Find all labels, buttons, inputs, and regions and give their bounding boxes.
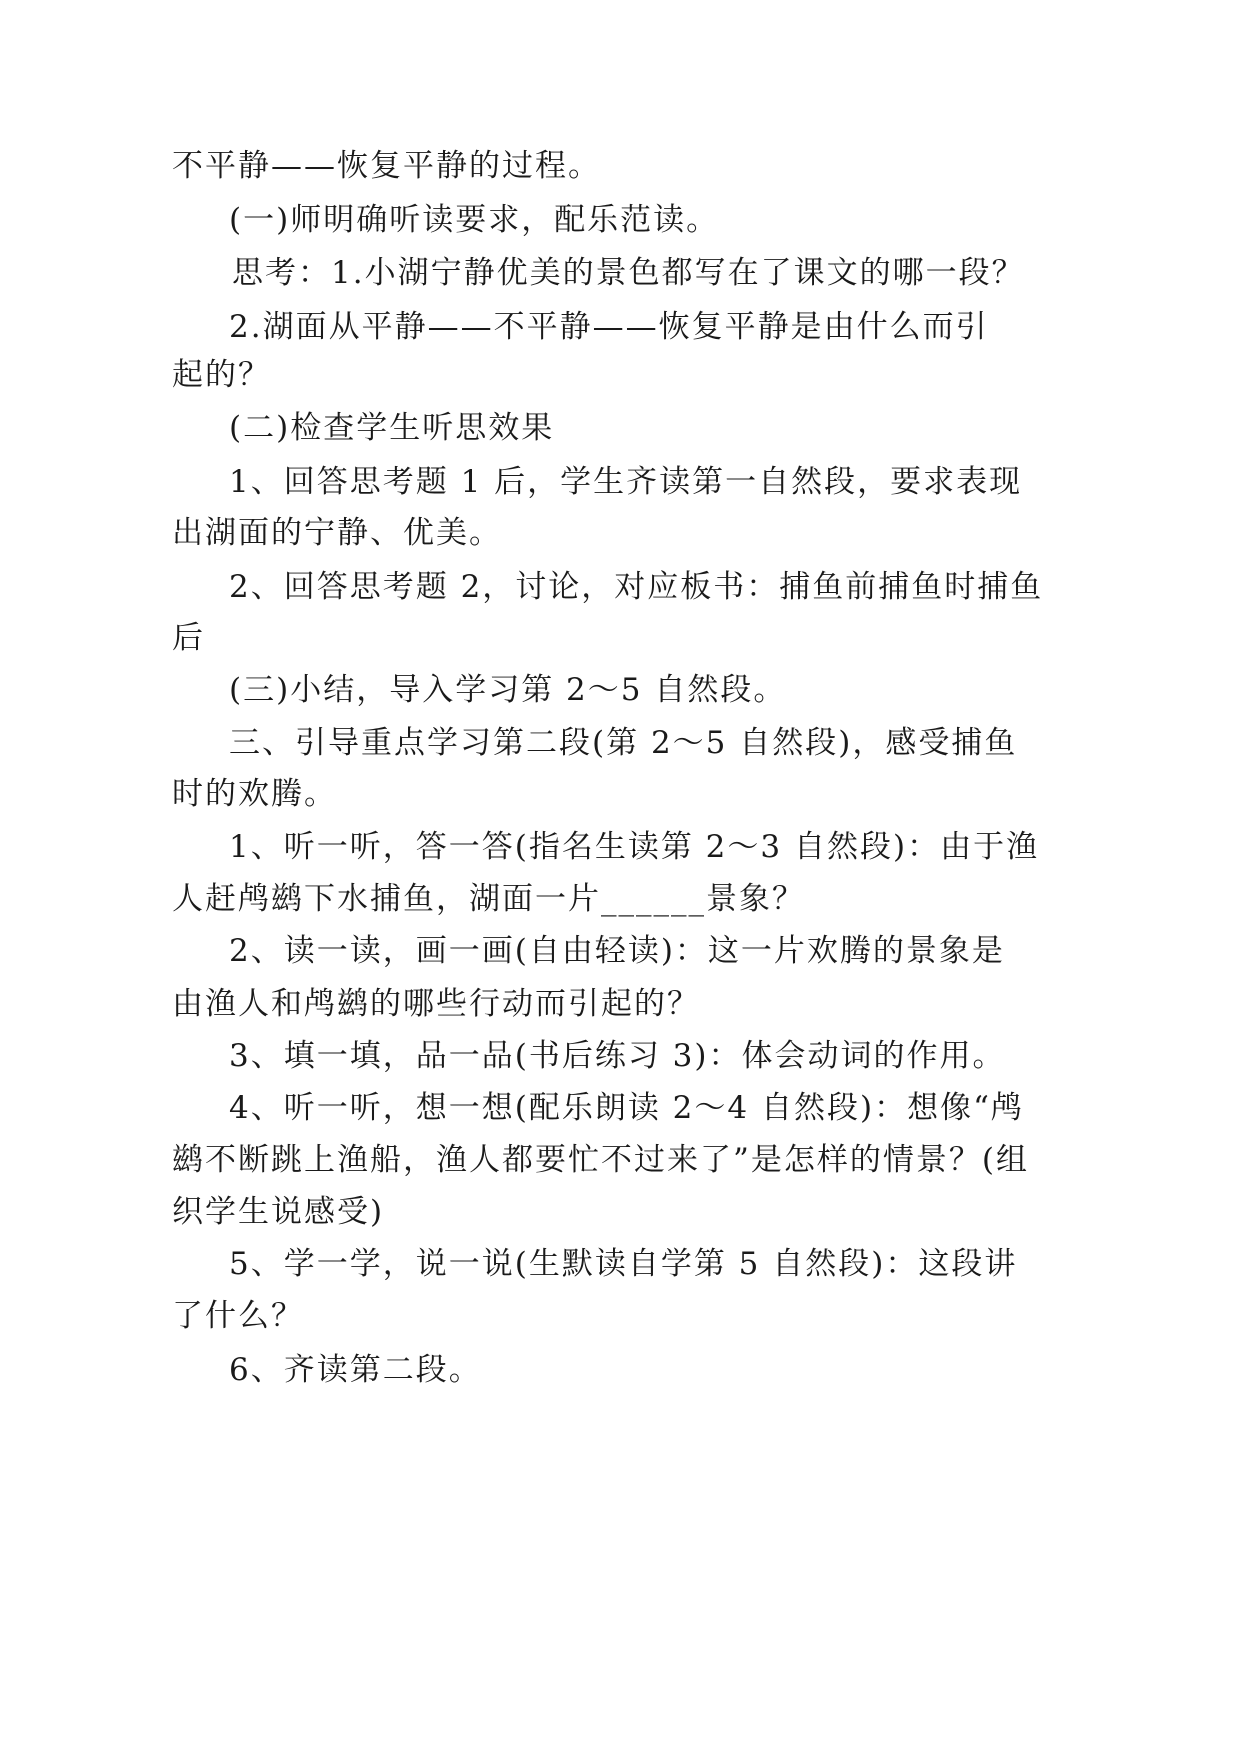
text-line: 人赶鸬鹚下水捕鱼，湖面一片______景象？ bbox=[172, 881, 805, 917]
text-line: 不平静——恢复平静的过程。 bbox=[172, 148, 601, 184]
text-line: 1、回答思考题 1 后，学生齐读第一自然段，要求表现 bbox=[229, 464, 1023, 500]
text-line: 由渔人和鸬鹚的哪些行动而引起的？ bbox=[172, 986, 700, 1022]
text-line: 织学生说感受) bbox=[172, 1194, 385, 1230]
text-line: 5、学一学，说一说(生默读自学第 5 自然段)：这段讲 bbox=[229, 1246, 1018, 1282]
text-line: 1、听一听，答一答(指名生读第 2～3 自然段)：由于渔 bbox=[229, 829, 1040, 865]
text-line: (一)师明确听读要求，配乐范读。 bbox=[229, 202, 720, 238]
text-line: 后 bbox=[172, 620, 205, 656]
text-line: (三)小结，导入学习第 2～5 自然段。 bbox=[229, 672, 787, 708]
text-line: 3、填一填，品一品(书后练习 3)：体会动词的作用。 bbox=[229, 1038, 1006, 1074]
text-line: (二)检查学生听思效果 bbox=[229, 410, 555, 446]
text-line: 2、读一读，画一画(自由轻读)：这一片欢腾的景象是 bbox=[229, 933, 1005, 969]
text-line: 了什么？ bbox=[172, 1298, 304, 1334]
text-line: 三、引导重点学习第二段(第 2～5 自然段)，感受捕鱼 bbox=[229, 725, 1018, 761]
text-line: 起的？ bbox=[172, 357, 271, 393]
text-line: 6、齐读第二段。 bbox=[229, 1352, 482, 1388]
text-line: 出湖面的宁静、优美。 bbox=[172, 515, 502, 551]
text-line: 时的欢腾。 bbox=[172, 776, 337, 812]
text-line: 4、听一听，想一想(配乐朗读 2～4 自然段)：想像“鸬 bbox=[229, 1090, 1024, 1126]
text-line: 思考：1.小湖宁静优美的景色都写在了课文的哪一段？ bbox=[232, 255, 1025, 291]
text-line: 2、回答思考题 2，讨论，对应板书：捕鱼前捕鱼时捕鱼 bbox=[229, 569, 1044, 605]
text-line: 鹚不断跳上渔船，渔人都要忙不过来了”是怎样的情景？(组 bbox=[172, 1142, 1029, 1178]
text-line: 2.湖面从平静——不平静——恢复平静是由什么而引 bbox=[229, 309, 989, 345]
